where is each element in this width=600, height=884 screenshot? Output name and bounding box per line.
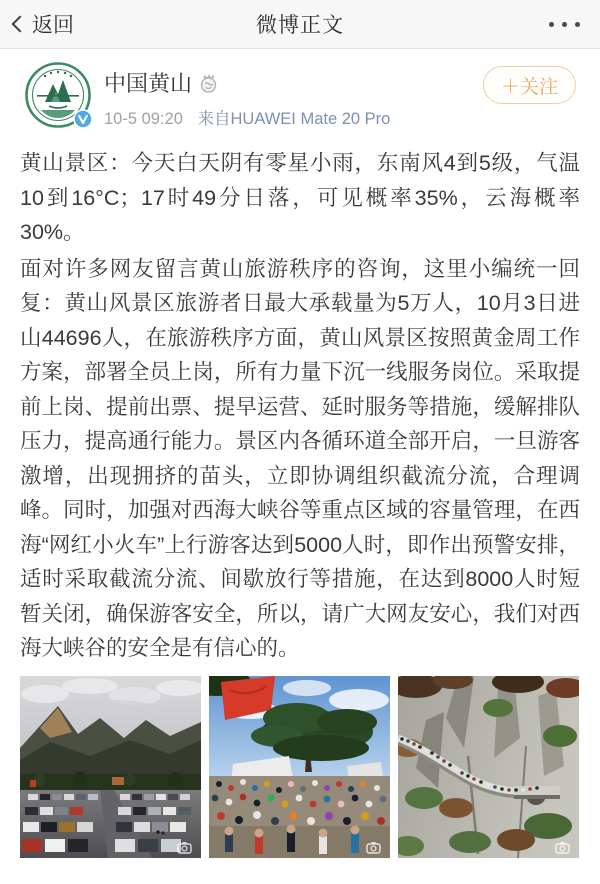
photo-parking-lot[interactable] — [20, 676, 201, 858]
photo-cliff-walkway[interactable] — [398, 676, 579, 858]
post-body — [0, 146, 600, 666]
more-menu-button[interactable] — [549, 0, 580, 48]
back-label: 返回 — [32, 14, 74, 37]
author-name[interactable]: 中国黄山 — [104, 71, 193, 96]
post-source-link[interactable]: 来自HUAWEI Mate 20 Pro — [197, 110, 391, 128]
photo-parking-lot-image — [20, 676, 201, 858]
membership-crown-badge-icon — [198, 72, 218, 93]
ellipsis-icon — [575, 22, 580, 27]
follow-button[interactable] — [483, 66, 576, 104]
chevron-left-icon — [12, 16, 29, 33]
post-timestamp: 10-5 09:20 — [104, 110, 183, 128]
photo-crowd-pine-tree[interactable] — [209, 676, 390, 858]
ellipsis-icon — [549, 22, 554, 27]
ellipsis-icon — [562, 22, 567, 27]
post-paragraph-weather: 黄山景区：今天白天阴有零星小雨，东南风4到5级，气温10到16°C；17时49分日落，可见概率35%，云海概率30%。 — [20, 151, 580, 244]
avatar[interactable] — [25, 62, 91, 128]
back-button[interactable] — [14, 0, 74, 48]
follow-button-label: ＋关注 — [500, 76, 558, 98]
post-paragraph-reply: 面对许多网友留言黄山旅游秩序的咨询，这里小编统一回复：黄山风景区旅游者日最大承载量为5万人，10月3日进山44696人，在旅游秩序方面，黄山风景区按照黄金周工作方案，部署全员上岗，所有力量下沉一线服务岗位。采取提前上岗、提前出票、提早运营、延时服务等措施，缓解排队压力，提高通行能力。景区内各循环道全部开启，一旦游客激增，出现拥挤的苗头，立即协调组织截流分流，合理调峰。同时，加强对西海大峡谷等重点区域的容量管理，在西海“网红小火车”上行游客达到5000人时，即作出预警安排，适时采取截流分流、间歇放行等措施，在达到8000人时短暂关闭，确保游客安全，所以，请广大网友安心，我们对西海大峡谷的安全是有信心的。 — [20, 256, 580, 660]
photo-grid — [0, 676, 600, 858]
page-title: 微博正文 — [256, 14, 344, 37]
photo-cliff-image — [398, 676, 579, 858]
verified-v-badge-icon — [73, 109, 93, 129]
post-header — [0, 49, 600, 131]
photo-crowd-image — [209, 676, 390, 858]
nav-bar — [0, 0, 600, 49]
